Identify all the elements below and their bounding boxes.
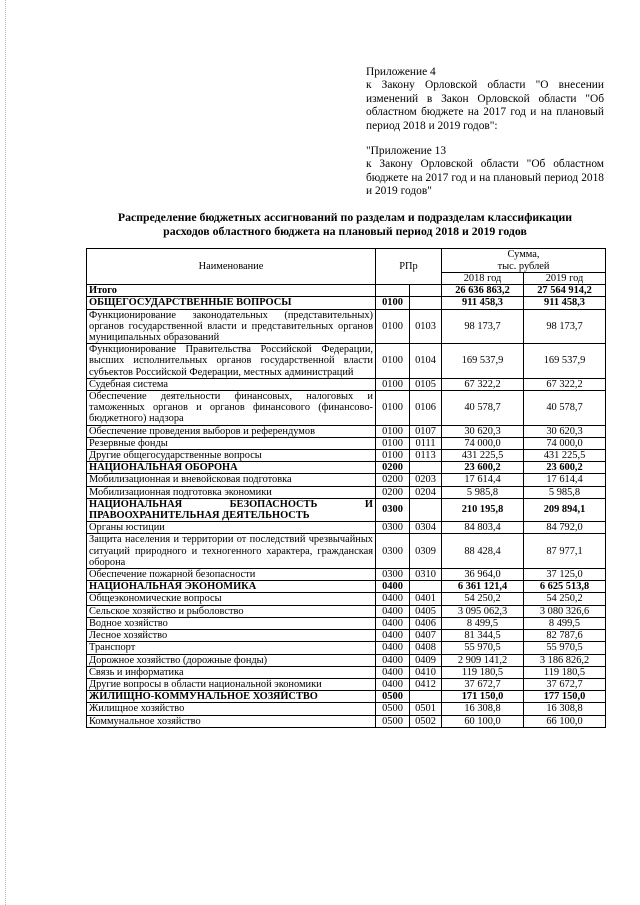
total-2019: 27 564 914,2: [524, 285, 606, 297]
row-value-2018: 6 361 121,4: [442, 581, 524, 593]
table-row: [87, 654, 606, 666]
row-value-2019: 30 620,3: [524, 425, 606, 437]
table-row: [87, 486, 606, 498]
table-row: [87, 703, 606, 715]
row-rz: 0400: [376, 630, 410, 642]
row-rz: 0300: [376, 534, 410, 569]
total-row: [87, 285, 606, 297]
row-pr: 0304: [410, 522, 442, 534]
header-sum-label: Сумма,: [507, 249, 540, 261]
row-name: Резервные фонды: [87, 437, 376, 449]
row-value-2018: 8 499,5: [442, 617, 524, 629]
row-value-2018: 84 803,4: [442, 522, 524, 534]
row-pr: 0501: [410, 703, 442, 715]
section-row: [87, 581, 606, 593]
row-rz: 0200: [376, 462, 410, 474]
row-value-2019: 6 625 513,8: [524, 581, 606, 593]
row-pr: 0405: [410, 605, 442, 617]
row-pr: [410, 297, 442, 309]
row-value-2018: 30 620,3: [442, 425, 524, 437]
row-name: Обеспечение деятельности финансовых, налоговых и таможенных органов и органов финансового (финансово-бюджетного) надзора: [87, 391, 376, 426]
row-value-2019: 431 225,5: [524, 450, 606, 462]
table-row: [87, 678, 606, 690]
row-name: Мобилизационная подготовка экономики: [87, 486, 376, 498]
row-pr: 0104: [410, 344, 442, 379]
row-pr: 0106: [410, 391, 442, 426]
row-name: Связь и информатика: [87, 666, 376, 678]
table-row: [87, 522, 606, 534]
row-rz: 0100: [376, 309, 410, 344]
table-row: [87, 425, 606, 437]
row-name: Обеспечение пожарной безопасности: [87, 569, 376, 581]
row-value-2018: 55 970,5: [442, 642, 524, 654]
row-name: НАЦИОНАЛЬНАЯ ОБОРОНА: [87, 462, 376, 474]
row-value-2018: 911 458,3: [442, 297, 524, 309]
table-row: [87, 391, 606, 426]
table-row: [87, 344, 606, 379]
appendix-13-header: [366, 145, 604, 199]
row-name: НАЦИОНАЛЬНАЯ БЕЗОПАСНОСТЬ И ПРАВООХРАНИТЕЛЬНАЯ ДЕЯТЕЛЬНОСТЬ: [87, 498, 376, 521]
row-value-2019: 17 614,4: [524, 474, 606, 486]
table-row: [87, 569, 606, 581]
row-value-2018: 210 195,8: [442, 498, 524, 521]
row-pr: 0410: [410, 666, 442, 678]
row-value-2019: 23 600,2: [524, 462, 606, 474]
row-value-2018: 37 672,7: [442, 678, 524, 690]
row-name: ОБЩЕГОСУДАРСТВЕННЫЕ ВОПРОСЫ: [87, 297, 376, 309]
row-value-2018: 431 225,5: [442, 450, 524, 462]
row-value-2019: 5 985,8: [524, 486, 606, 498]
row-pr: 0309: [410, 534, 442, 569]
row-value-2018: 36 964,0: [442, 569, 524, 581]
appendix-4-text: к Закону Орловской области "О внесении изменений в Закон Орловской области "Об областном бюджете на 2017 год и на плановый период 2018 и 2019 годов":: [366, 79, 604, 132]
row-value-2018: 74 000,0: [442, 437, 524, 449]
total-label: Итого: [87, 285, 376, 297]
total-rz: [376, 285, 410, 297]
row-name: Защита населения и территории от последствий чрезвычайных ситуаций природного и техногенного характера, гражданская оборона: [87, 534, 376, 569]
row-name: Водное хозяйство: [87, 617, 376, 629]
row-name: Другие вопросы в области национальной экономики: [87, 678, 376, 690]
appendix-4-title: Приложение 4: [366, 66, 436, 78]
section-row: [87, 498, 606, 521]
section-row: [87, 691, 606, 703]
row-rz: 0500: [376, 715, 410, 727]
row-name: Судебная система: [87, 378, 376, 390]
row-value-2019: 87 977,1: [524, 534, 606, 569]
table-row: [87, 309, 606, 344]
row-value-2019: 3 186 826,2: [524, 654, 606, 666]
row-value-2019: 67 322,2: [524, 378, 606, 390]
table-row: [87, 474, 606, 486]
row-value-2019: 169 537,9: [524, 344, 606, 379]
row-pr: [410, 462, 442, 474]
row-rz: 0500: [376, 691, 410, 703]
table-row: [87, 617, 606, 629]
section-row: [87, 462, 606, 474]
row-pr: [410, 691, 442, 703]
row-name: Транспорт: [87, 642, 376, 654]
row-rz: 0200: [376, 474, 410, 486]
row-value-2019: 37 672,7: [524, 678, 606, 690]
row-value-2019: 16 308,8: [524, 703, 606, 715]
row-value-2019: 84 792,0: [524, 522, 606, 534]
header-rpr: РПр: [376, 249, 442, 285]
table-row: [87, 666, 606, 678]
row-value-2018: 67 322,2: [442, 378, 524, 390]
row-pr: 0310: [410, 569, 442, 581]
row-value-2018: 23 600,2: [442, 462, 524, 474]
table-row: [87, 378, 606, 390]
row-name: Дорожное хозяйство (дорожные фонды): [87, 654, 376, 666]
row-pr: 0401: [410, 593, 442, 605]
row-pr: 0409: [410, 654, 442, 666]
row-value-2019: 37 125,0: [524, 569, 606, 581]
row-value-2018: 88 428,4: [442, 534, 524, 569]
row-rz: 0400: [376, 593, 410, 605]
header-year-2018: 2018 год: [442, 273, 524, 285]
row-value-2019: 8 499,5: [524, 617, 606, 629]
row-pr: 0203: [410, 474, 442, 486]
row-value-2019: 74 000,0: [524, 437, 606, 449]
row-pr: 0107: [410, 425, 442, 437]
row-value-2019: 177 150,0: [524, 691, 606, 703]
row-value-2018: 54 250,2: [442, 593, 524, 605]
appendix-13-title: "Приложение 13: [366, 145, 447, 157]
row-rz: 0200: [376, 486, 410, 498]
table-row: [87, 630, 606, 642]
row-pr: 0502: [410, 715, 442, 727]
row-pr: 0204: [410, 486, 442, 498]
row-value-2018: 60 100,0: [442, 715, 524, 727]
header-sum: [442, 249, 606, 273]
row-rz: 0100: [376, 450, 410, 462]
row-value-2019: 82 787,6: [524, 630, 606, 642]
row-rz: 0300: [376, 569, 410, 581]
appendix-4-header: [366, 66, 604, 133]
total-pr: [410, 285, 442, 297]
row-value-2018: 81 344,5: [442, 630, 524, 642]
row-value-2018: 5 985,8: [442, 486, 524, 498]
row-rz: 0100: [376, 437, 410, 449]
table-row: [87, 642, 606, 654]
row-name: ЖИЛИЩНО-КОММУНАЛЬНОЕ ХОЗЯЙСТВО: [87, 691, 376, 703]
row-value-2019: 55 970,5: [524, 642, 606, 654]
row-rz: 0500: [376, 703, 410, 715]
row-name: Обеспечение проведения выборов и референдумов: [87, 425, 376, 437]
row-value-2018: 17 614,4: [442, 474, 524, 486]
row-pr: 0113: [410, 450, 442, 462]
document-title: [75, 211, 615, 238]
row-rz: 0400: [376, 605, 410, 617]
row-name: Функционирование Правительства Российской Федерации, высших исполнительных органов государственной власти субъектов Российской Федерации, местных администраций: [87, 344, 376, 379]
row-name: Мобилизационная и вневойсковая подготовка: [87, 474, 376, 486]
total-2018: 26 636 863,2: [442, 285, 524, 297]
row-rz: 0400: [376, 581, 410, 593]
row-name: НАЦИОНАЛЬНАЯ ЭКОНОМИКА: [87, 581, 376, 593]
row-pr: [410, 581, 442, 593]
row-value-2019: 54 250,2: [524, 593, 606, 605]
table-row: [87, 437, 606, 449]
table-row: [87, 534, 606, 569]
row-name: Сельское хозяйство и рыболовство: [87, 605, 376, 617]
row-pr: 0407: [410, 630, 442, 642]
document-title-line-2: расходов областного бюджета на плановый период 2018 и 2019 годов: [163, 223, 527, 238]
row-value-2018: 40 578,7: [442, 391, 524, 426]
section-row: [87, 297, 606, 309]
row-pr: 0406: [410, 617, 442, 629]
row-name: Жилищное хозяйство: [87, 703, 376, 715]
row-value-2019: 40 578,7: [524, 391, 606, 426]
appendix-13-text: к Закону Орловской области "Об областном бюджете на 2017 год и на плановый период 2018 и 2019 годов": [366, 158, 604, 198]
row-pr: 0103: [410, 309, 442, 344]
header-sum-unit: тыс. рублей: [497, 260, 550, 272]
row-value-2018: 16 308,8: [442, 703, 524, 715]
row-rz: 0100: [376, 391, 410, 426]
header-name: Наименование: [87, 249, 376, 285]
row-value-2018: 119 180,5: [442, 666, 524, 678]
row-value-2019: 209 894,1: [524, 498, 606, 521]
row-value-2019: 3 080 326,6: [524, 605, 606, 617]
row-pr: 0111: [410, 437, 442, 449]
row-value-2018: 3 095 062,3: [442, 605, 524, 617]
row-rz: 0400: [376, 642, 410, 654]
row-name: Другие общегосударственные вопросы: [87, 450, 376, 462]
row-pr: [410, 498, 442, 521]
row-value-2019: 66 100,0: [524, 715, 606, 727]
row-pr: 0105: [410, 378, 442, 390]
row-value-2018: 2 909 141,2: [442, 654, 524, 666]
row-rz: 0400: [376, 666, 410, 678]
row-value-2018: 171 150,0: [442, 691, 524, 703]
row-rz: 0400: [376, 678, 410, 690]
row-rz: 0400: [376, 617, 410, 629]
row-pr: 0408: [410, 642, 442, 654]
row-pr: 0412: [410, 678, 442, 690]
row-value-2019: 911 458,3: [524, 297, 606, 309]
table-row: [87, 593, 606, 605]
header-year-2019: 2019 год: [524, 273, 606, 285]
budget-table: [86, 248, 606, 728]
row-rz: 0100: [376, 344, 410, 379]
row-name: Лесное хозяйство: [87, 630, 376, 642]
row-rz: 0100: [376, 425, 410, 437]
budget-table-body: [87, 285, 606, 728]
table-row: [87, 605, 606, 617]
row-rz: 0300: [376, 498, 410, 521]
table-row: [87, 450, 606, 462]
document-title-line-1: Распределение бюджетных ассигнований по разделам и подразделам классификации: [117, 210, 573, 224]
row-rz: 0100: [376, 297, 410, 309]
row-name: Общеэкономические вопросы: [87, 593, 376, 605]
row-rz: 0400: [376, 654, 410, 666]
row-name: Функционирование законодательных (представительных) органов государственной власти и представительных органов муниципальных образований: [87, 309, 376, 344]
table-row: [87, 715, 606, 727]
row-name: Коммунальное хозяйство: [87, 715, 376, 727]
row-rz: 0100: [376, 378, 410, 390]
row-name: Органы юстиции: [87, 522, 376, 534]
row-value-2019: 119 180,5: [524, 666, 606, 678]
row-rz: 0300: [376, 522, 410, 534]
row-value-2018: 98 173,7: [442, 309, 524, 344]
margin-guide: [5, 0, 6, 905]
row-value-2019: 98 173,7: [524, 309, 606, 344]
row-value-2018: 169 537,9: [442, 344, 524, 379]
